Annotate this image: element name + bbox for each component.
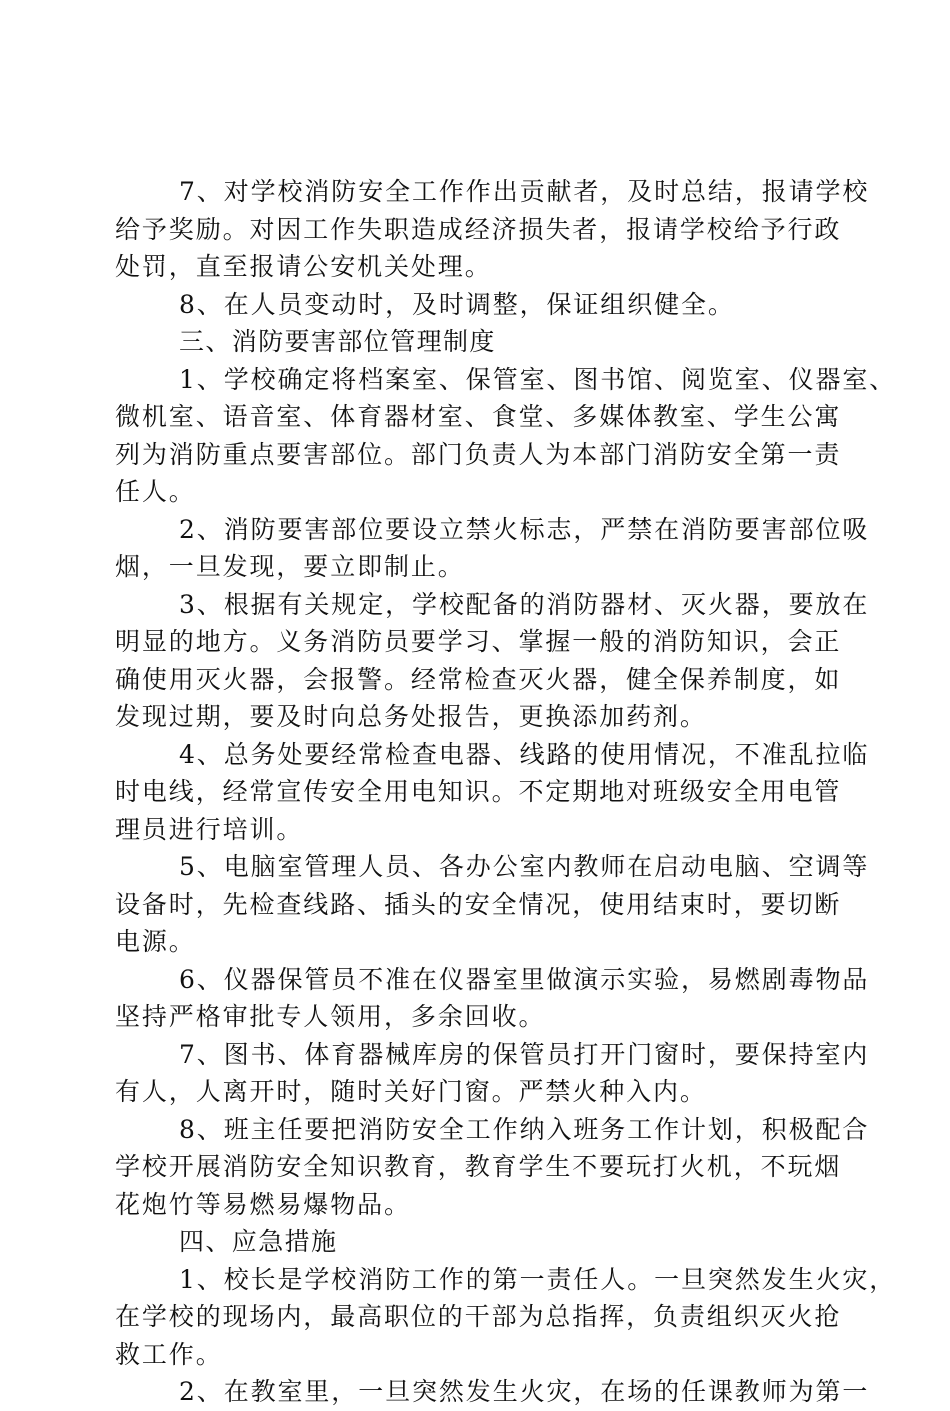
paragraph-line: 明显的地方。义务消防员要学习、掌握一般的消防知识，会正 <box>115 627 842 656</box>
paragraph-line: 花炮竹等易燃易爆物品。 <box>115 1189 411 1219</box>
paragraph-line: 6、仪器保管员不准在仪器室里做演示实验，易燃剧毒物品 <box>179 964 870 994</box>
paragraph-line: 任人。 <box>115 477 196 506</box>
paragraph-line: 1、学校确定将档案室、保管室、图书馆、阅览室、仪器室、 <box>179 364 897 394</box>
paragraph-line: 坚持严格审批专人领用，多余回收。 <box>115 1002 546 1031</box>
paragraph-line: 5、电脑室管理人员、各办公室内教师在启动电脑、空调等 <box>179 852 870 881</box>
paragraph-line: 在学校的现场内，最高职位的干部为总指挥，负责组织灭火抢 <box>115 1302 842 1331</box>
paragraph-line: 时电线，经常宣传安全用电知识。不定期地对班级安全用电管 <box>115 777 842 806</box>
paragraph-line: 处罚，直至报请公安机关处理。 <box>115 252 492 281</box>
document-body <box>115 173 897 1411</box>
paragraph-line: 确使用灭火器，会报警。经常检查灭火器，健全保养制度，如 <box>115 664 842 694</box>
paragraph-line: 理员进行培训。 <box>115 814 304 844</box>
paragraph-line: 2、在教室里，一旦突然发生火灾，在场的任课教师为第一 <box>179 1377 870 1406</box>
paragraph-line: 救工作。 <box>115 1339 223 1369</box>
section-heading: 四、应急措施 <box>179 1227 338 1256</box>
paragraph-line: 2、消防要害部位要设立禁火标志，严禁在消防要害部位吸 <box>179 514 870 544</box>
paragraph-line: 7、图书、体育器械库房的保管员打开门窗时，要保持室内 <box>179 1039 870 1069</box>
paragraph-line: 给予奖励。对因工作失职造成经济损失者，报请学校给予行政 <box>115 214 842 244</box>
section-heading: 三、消防要害部位管理制度 <box>179 327 496 356</box>
paragraph-line: 1、校长是学校消防工作的第一责任人。一旦突然发生火灾， <box>179 1264 897 1294</box>
paragraph-line: 微机室、语音室、体育器材室、食堂、多媒体教室、学生公寓 <box>115 402 842 431</box>
paragraph-line: 4、总务处要经常检查电器、线路的使用情况，不准乱拉临 <box>179 739 870 769</box>
paragraph-line: 3、根据有关规定，学校配备的消防器材、灭火器，要放在 <box>179 589 870 619</box>
paragraph-line: 学校开展消防安全知识教育，教育学生不要玩打火机，不玩烟 <box>115 1152 842 1181</box>
paragraph-line: 有人，人离开时，随时关好门窗。严禁火种入内。 <box>115 1077 707 1106</box>
paragraph-line: 8、在人员变动时，及时调整，保证组织健全。 <box>179 289 735 319</box>
paragraph-line: 电源。 <box>115 927 196 956</box>
paragraph-line: 发现过期，要及时向总务处报告，更换添加药剂。 <box>115 702 707 731</box>
paragraph-line: 8、班主任要把消防安全工作纳入班务工作计划，积极配合 <box>179 1114 870 1144</box>
paragraph-line: 烟，一旦发现，要立即制止。 <box>115 552 465 581</box>
paragraph-line: 7、对学校消防安全工作作出贡献者，及时总结，报请学校 <box>179 177 870 206</box>
paragraph-line: 列为消防重点要害部位。部门负责人为本部门消防安全第一责 <box>115 439 842 469</box>
paragraph-line: 设备时，先检查线路、插头的安全情况，使用结束时，要切断 <box>115 889 842 919</box>
